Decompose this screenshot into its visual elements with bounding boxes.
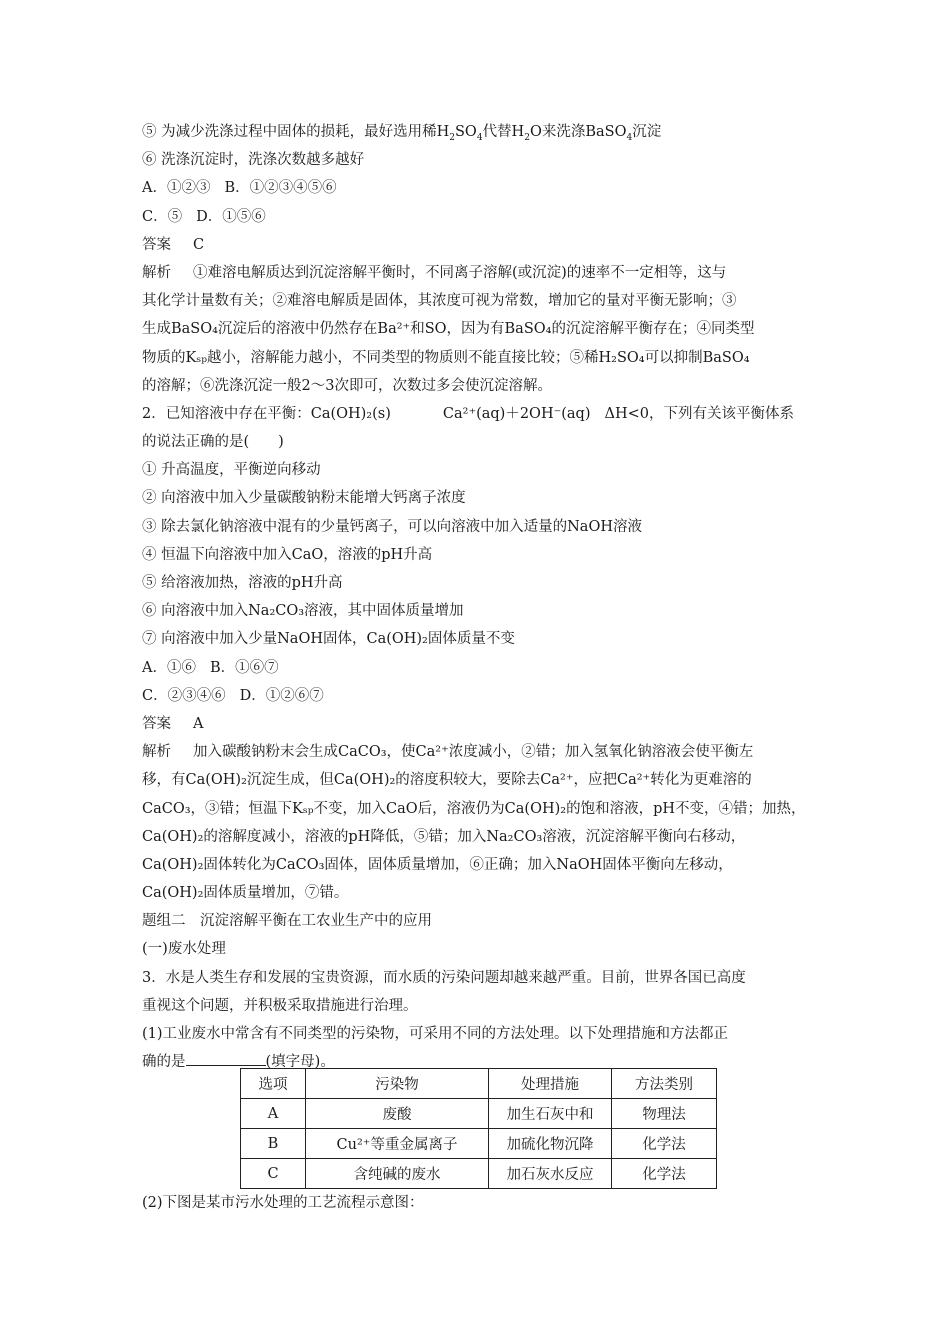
table-cell: 含纯碱的废水 — [306, 1159, 489, 1189]
q1-analysis-line-3: 生成BaSO₄沉淀后的溶液中仍然存在Ba²⁺和SO，因为有BaSO₄的沉淀溶解平衡存在；④同类型 — [142, 321, 755, 338]
q1-item-6: ⑥ 洗涤沉淀时，洗涤次数越多越好 — [142, 152, 365, 169]
q3-stem-line-4: 确的是 (填字母)。 — [142, 1048, 812, 1076]
q2-options-ab: A．①⑥ B．①⑥⑦ — [142, 659, 279, 676]
table-cell: Cu²⁺等重金属离子 — [306, 1129, 489, 1159]
table-cell: 物理法 — [612, 1099, 717, 1129]
q2-analysis-line-2: 移，有Ca(OH)₂沉淀生成，但Ca(OH)₂的溶度积较大，要除去Ca²⁺，应把Ca²⁺转化为更难溶的 — [142, 772, 752, 789]
q2-answer: 答案 A — [142, 715, 204, 732]
q3-stem-line-1: 3．水是人类生存和发展的宝贵资源，而水质的污染问题却越来越严重。目前，世界各国已高度 — [142, 969, 746, 986]
treatment-table — [240, 1068, 717, 1189]
q2-item: ⑥ 向溶液中加入Na₂CO₃溶液，其中固体质量增加 — [142, 603, 464, 620]
q2-item: ② 向溶液中加入少量碳酸钠粉末能增大钙离子浓度 — [142, 490, 466, 507]
table-header-cell: 选项 — [241, 1069, 306, 1099]
table-cell: A — [241, 1099, 306, 1129]
q2-options-cd: C．②③④⑥ D．①②⑥⑦ — [142, 687, 324, 704]
q2-item: ③ 除去氯化钠溶液中混有的少量钙离子，可以向溶液中加入适量的NaOH溶液 — [142, 518, 642, 535]
q1-analysis-line-5: 的溶解；⑥洗涤沉淀一般2～3次即可，次数过多会使沉淀溶解。 — [142, 377, 552, 394]
table-cell: 废酸 — [306, 1099, 489, 1129]
q2-analysis-line-5: Ca(OH)₂固体转化为CaCO₃固体，固体质量增加，⑥正确；加入NaOH固体平衡向左移动， — [142, 856, 733, 873]
table-row — [241, 1099, 717, 1129]
group2-subtitle: (一)废水处理 — [142, 941, 226, 958]
group2-title: 题组二 沉淀溶解平衡在工农业生产中的应用 — [142, 913, 432, 930]
table-header-cell: 处理措施 — [489, 1069, 612, 1099]
table-cell: B — [241, 1129, 306, 1159]
table-row — [241, 1159, 717, 1189]
table-cell: 加生石灰中和 — [489, 1099, 612, 1129]
q2-stem-line-1: 2．已知溶液中存在平衡：Ca(OH)₂(s) Ca²⁺(aq)＋2OH⁻(aq) ΔH<0，下列有关该平衡体系 — [142, 405, 794, 422]
q2-item: ⑤ 给溶液加热，溶液的pH升高 — [142, 575, 343, 591]
q3-stem-line-3: (1)工业废水中常含有不同类型的污染物，可采用不同的方法处理。以下处理措施和方法都正 — [142, 1026, 729, 1042]
document-body — [142, 118, 812, 1076]
answer-blank[interactable] — [186, 1051, 266, 1066]
table-cell: 加硫化物沉降 — [489, 1129, 612, 1159]
table-header-row — [241, 1069, 717, 1099]
q2-analysis-line-4: Ca(OH)₂的溶解度减小，溶液的pH降低，⑤错；加入Na₂CO₃溶液，沉淀溶解平衡向右移动， — [142, 828, 746, 845]
q1-analysis-line-1: 解析 ①难溶电解质达到沉淀溶解平衡时，不同离子溶解(或沉淀)的速率不一定相等，这与 — [142, 264, 727, 281]
q1-item-5: ⑤ 为减少洗涤过程中固体的损耗，最好选用稀$H_2SO_4$代替$H_2O$来洗涤BaSO$_4$沉淀 — [142, 124, 662, 143]
q2-analysis-line-3: CaCO₃，③错；恒温下Kₛₚ不变，加入CaO后，溶液仍为Ca(OH)₂的饱和溶液，pH不变，④错；加热， — [142, 800, 806, 817]
table-cell: C — [241, 1159, 306, 1189]
table-header-cell: 方法类别 — [612, 1069, 717, 1099]
q2-item: ④ 恒温下向溶液中加入CaO，溶液的pH升高 — [142, 546, 433, 563]
q1-options-ab: A．①②③ B．①②③④⑤⑥ — [142, 180, 337, 197]
table-row — [241, 1129, 717, 1159]
table-cell: 加石灰水反应 — [489, 1159, 612, 1189]
q1-analysis-line-4: 物质的Kₛₚ越小，溶解能力越小，不同类型的物质则不能直接比较；⑤稀H₂SO₄可以抑制BaSO₄ — [142, 349, 750, 366]
q1-answer: 答案 C — [142, 236, 205, 253]
q2-stem-line-2: 的说法正确的是( ) — [142, 434, 284, 451]
q2-analysis-line-6: Ca(OH)₂固体质量增加，⑦错。 — [142, 885, 349, 902]
q2-item: ⑦ 向溶液中加入少量NaOH固体，Ca(OH)₂固体质量不变 — [142, 631, 515, 648]
q1-analysis-line-2: 其化学计量数有关；②难溶电解质是固体，其浓度可视为常数，增加它的量对平衡无影响；③ — [142, 293, 737, 310]
q1-options-cd: C．⑤ D．①⑤⑥ — [142, 208, 266, 225]
table-cell: 化学法 — [612, 1129, 717, 1159]
q3-stem-line-2: 重视这个问题，并积极采取措施进行治理。 — [142, 997, 418, 1014]
q2-item: ① 升高温度，平衡逆向移动 — [142, 462, 321, 479]
table-header-cell: 污染物 — [306, 1069, 489, 1099]
q2-analysis-line-1: 解析 加入碳酸钠粉末会生成CaCO₃，使Ca²⁺浓度减小，②错；加入氢氧化钠溶液会使平衡左 — [142, 744, 754, 761]
table-cell: 化学法 — [612, 1159, 717, 1189]
q3-part-2: (2)下图是某市污水处理的工艺流程示意图： — [142, 1195, 424, 1211]
